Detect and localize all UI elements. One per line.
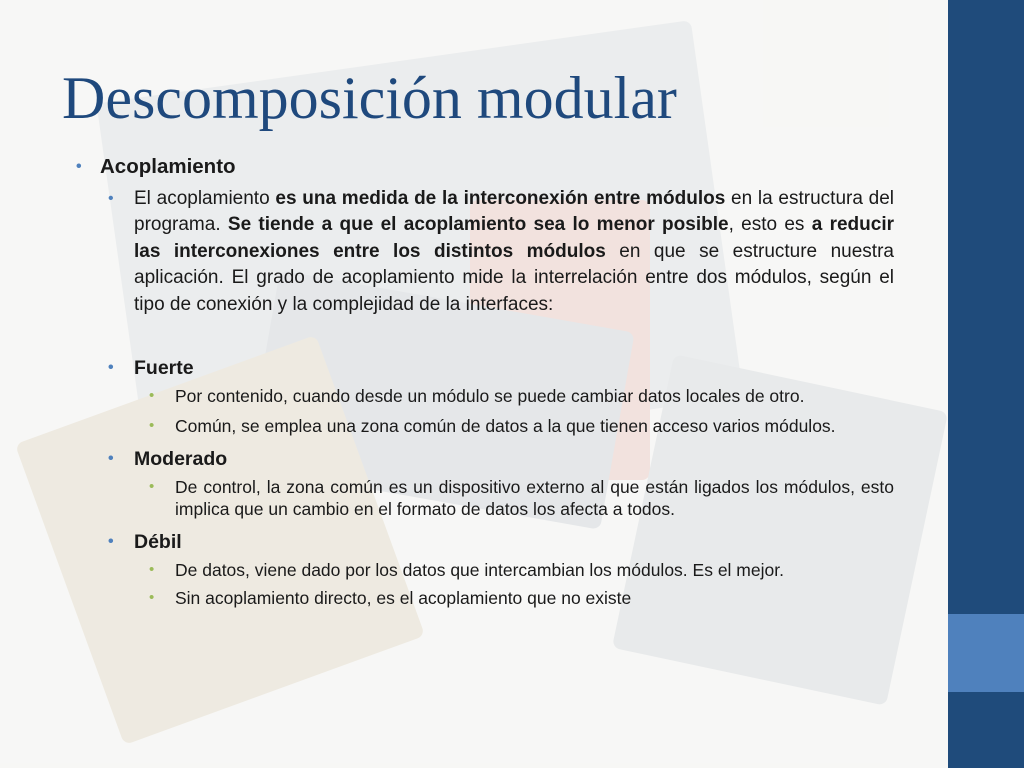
level-item — [76, 415, 894, 437]
definition-bold-1: es una medida de la interconexión entre módulos — [275, 188, 726, 209]
definition-bold-3: a reducir las interconexiones entre los distintos módulos — [134, 214, 894, 262]
bullet-acoplamiento — [76, 153, 894, 181]
bullet-dot: • — [108, 359, 114, 377]
slide-content — [76, 153, 894, 609]
definition-text-1: El acoplamiento — [134, 188, 276, 209]
bullet-dot: • — [108, 533, 114, 551]
level-item — [76, 587, 894, 609]
level-item — [76, 385, 894, 407]
definition-bold-2: Se tiende a que el acoplamiento sea lo menor posible — [227, 214, 729, 236]
level-item-text: Sin acoplamiento directo, es el acoplamiento que no existe — [175, 588, 632, 609]
level-item — [76, 476, 894, 520]
side-band-accent — [948, 614, 1024, 692]
bullet-dot: • — [149, 561, 155, 579]
level-fuerte — [76, 354, 894, 382]
level-item-text: De datos, viene dado por los datos que intercambian los módulos. Es el mejor. — [175, 560, 784, 581]
definition-text-4: en que se estructure nuestra aplicación. El grado de acoplamiento mide la interrelación entre dos módulos, según el tipo de conexión y la complejidad de la interfaces: — [134, 240, 894, 315]
bullet-dot: • — [149, 417, 155, 435]
definition-text-3: , esto es — [728, 214, 812, 236]
level-item-text: Por contenido, cuando desde un módulo se puede cambiar datos locales de otro. — [175, 386, 805, 407]
main-topic: Acoplamiento — [100, 155, 236, 178]
bullet-dot: • — [149, 589, 155, 607]
level-debil — [76, 528, 894, 556]
bullet-dot: • — [108, 450, 114, 468]
level-moderado — [76, 445, 894, 473]
level-name: Moderado — [134, 448, 228, 471]
definition-text-2: en la estructura del programa. — [134, 188, 894, 236]
level-name: Débil — [134, 531, 182, 554]
bullet-dot: • — [149, 387, 155, 405]
bullet-dot: • — [108, 190, 114, 207]
level-item-text: Común, se emplea una zona común de datos a la que tienen acceso varios módulos. — [175, 416, 836, 437]
level-item — [76, 559, 894, 581]
level-item-text: De control, la zona común es un dispositivo externo al que están ligados los módulos, esto implica que un cambio en el formato de datos los afecta a todos. — [175, 477, 894, 520]
bullet-dot: • — [149, 478, 155, 496]
bullet-dot: • — [76, 158, 82, 175]
level-name: Fuerte — [134, 357, 194, 380]
definition-paragraph — [134, 186, 894, 318]
slide-title: Descomposición modular — [62, 65, 677, 131]
bullet-definition — [76, 186, 894, 318]
